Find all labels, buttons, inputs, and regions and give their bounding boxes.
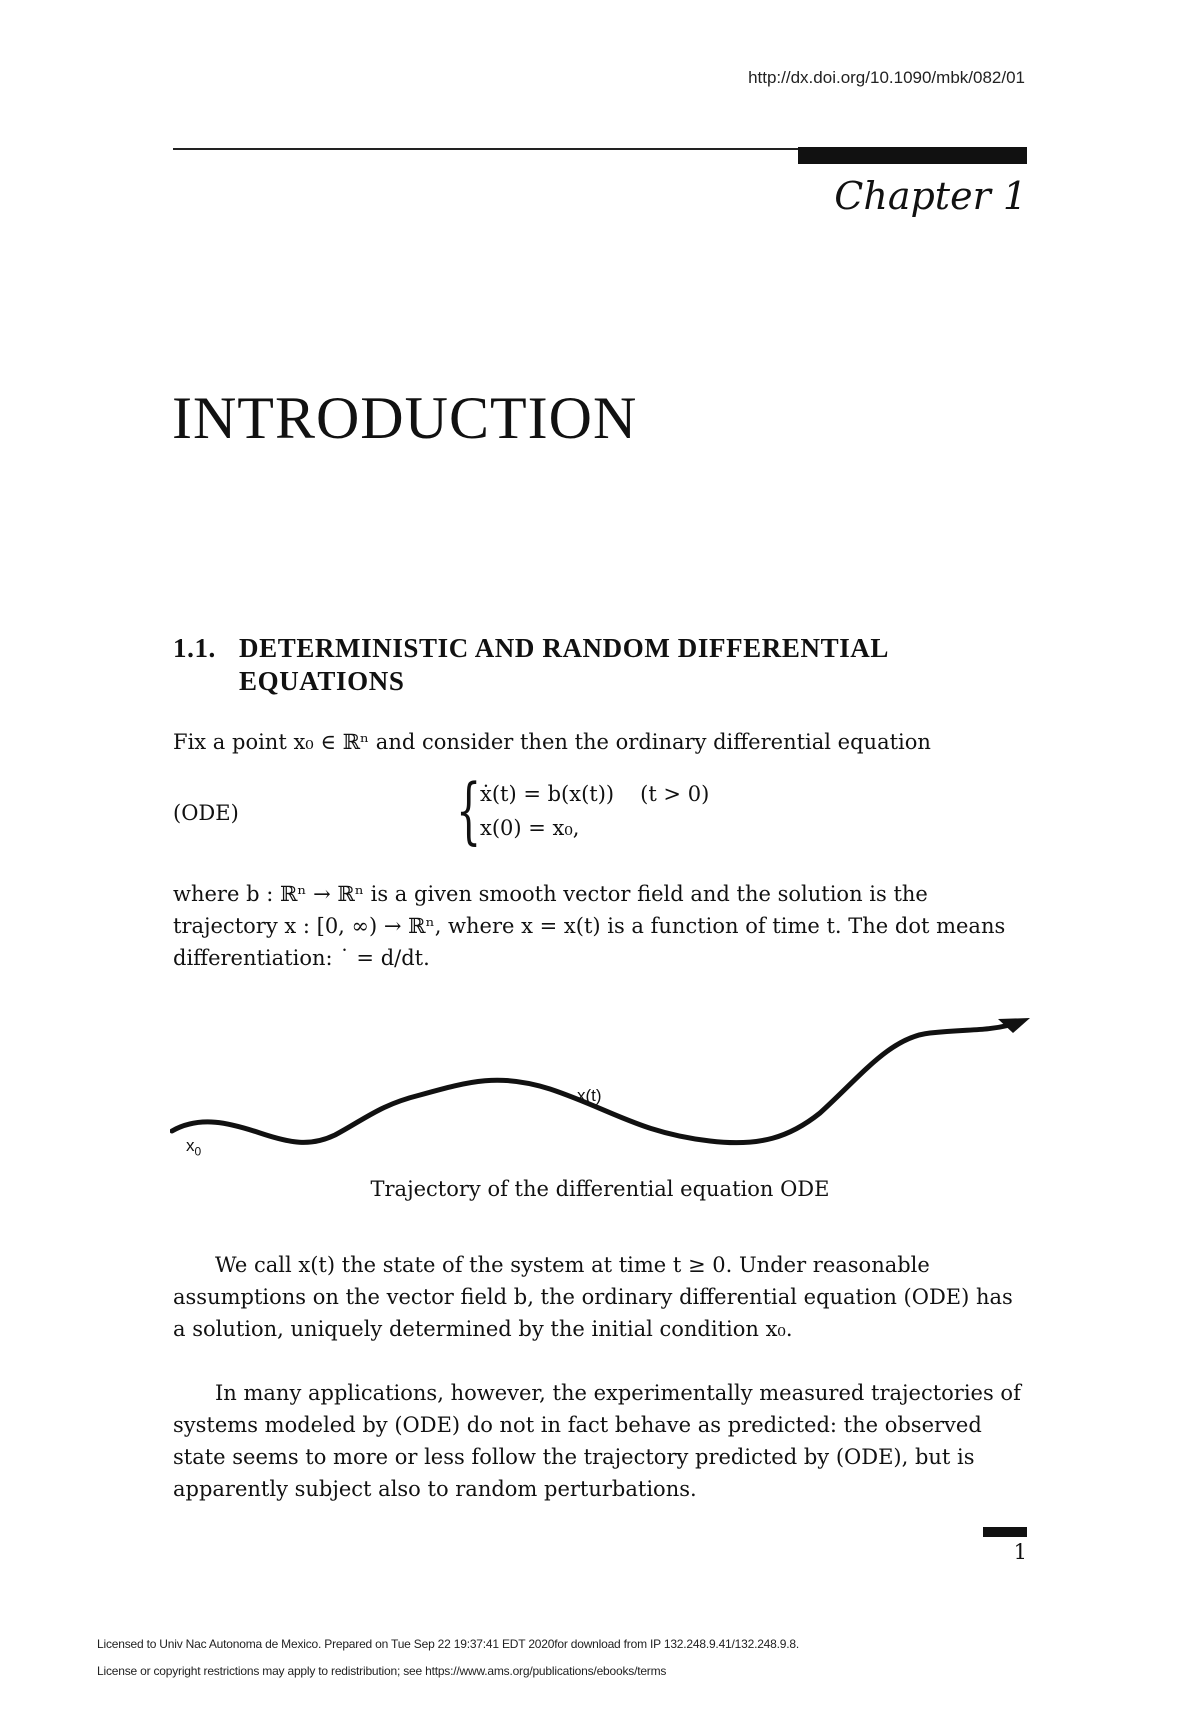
figure-label-x0: $x_0$ (186, 1136, 202, 1159)
section-title-line1: DETERMINISTIC AND RANDOM DIFFERENTIAL (239, 633, 890, 663)
chapter-rule-thin (173, 148, 823, 150)
chapter-label: Chapter 1 (834, 174, 1027, 218)
figure-caption: Trajectory of the differential equation ODE (370, 1177, 830, 1201)
paragraph-4: In many applications, however, the experimentally measured trajectories of systems modeled by (ODE) do not in fact behave as predicted: the observed state seems to more or less follow the trajectory predicted by (ODE), but is apparently subject also to random perturbations. (173, 1381, 1021, 1501)
section-title-line2: EQUATIONS (239, 666, 405, 696)
license-footer-line1: Licensed to Univ Nac Autonoma de Mexico. Prepared on Tue Sep 22 19:37:41 EDT 2020for download from IP 132.248.9.41/132.248.9.8. (97, 1637, 799, 1651)
chapter-title: INTRODUCTION (172, 385, 638, 451)
license-footer-line2: License or copyright restrictions may apply to redistribution; see https://www.ams.org/publications/ebooks/terms (97, 1664, 667, 1678)
figure-label-xt: x(t) (577, 1086, 602, 1105)
brace-glyph: { (456, 768, 482, 852)
page-number: 1 (1013, 1540, 1027, 1564)
ode-equation: ẋ(t) = b(x(t)) (480, 782, 615, 806)
ode-label: (ODE) (173, 801, 239, 825)
paragraph-3: We call x(t) the state of the system at time t ≥ 0. Under reasonable assumptions on the vector field b, the ordinary differential equation (ODE) has a solution, uniquely determined by the initial condition x₀. (173, 1253, 1013, 1341)
page-number-bar (983, 1527, 1027, 1537)
ode-condition: (t > 0) (640, 782, 710, 806)
ode-system (456, 768, 816, 856)
doi-link[interactable]: http://dx.doi.org/10.1090/mbk/082/01 (748, 68, 1025, 87)
paragraph-1: Fix a point x₀ ∈ ℝⁿ and consider then the ordinary differential equation (173, 730, 931, 754)
ode-initial-condition: x(0) = x₀, (480, 816, 580, 840)
ode-equation-line1 (480, 782, 709, 806)
paragraph-2: where b : ℝⁿ → ℝⁿ is a given smooth vector field and the solution is the trajectory x : [0, ∞) → ℝⁿ, where x = x(t) is a function of time t. The dot means differentiation: ˙ = d/dt. (173, 882, 1006, 970)
trajectory-curve (172, 1025, 1010, 1143)
section-number: 1.1. (173, 633, 216, 663)
section-heading (173, 632, 1033, 698)
chapter-rule-thick (798, 147, 1027, 164)
